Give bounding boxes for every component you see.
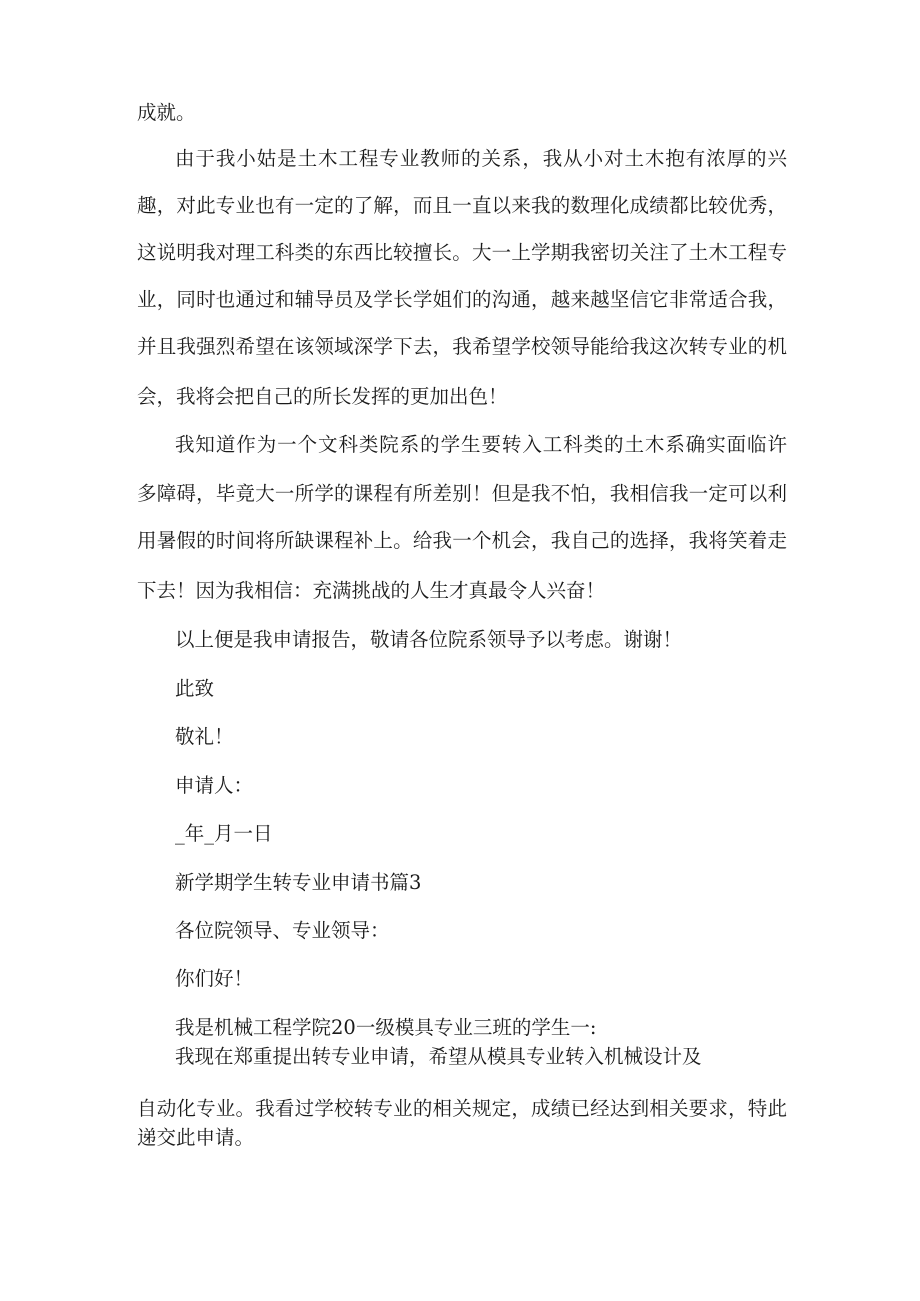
salutation: 此致 xyxy=(175,677,215,700)
text-line: 由于我小姑是土木工程专业教师的关系，我从小对土木抱有浓厚的兴 xyxy=(175,147,787,170)
text-line: 递交此申请。 xyxy=(137,1126,255,1149)
text-line: 我知道作为一个文科类院系的学生要转入工科类的土木系确实面临许 xyxy=(175,433,787,456)
greeting: 你们好！ xyxy=(175,967,254,990)
salutation: 敬礼！ xyxy=(175,725,234,748)
text-line: 业，同时也通过和辅导员及学长学姐们的沟通，越来越坚信它非常适合我， xyxy=(137,288,787,311)
text-line: 自动化专业。我看过学校转专业的相关规定，成绩已经达到相关要求，特此 xyxy=(137,1097,787,1120)
text-line: 趣，对此专业也有一定的了解，而且一直以来我的数理化成绩都比较优秀， xyxy=(137,194,787,217)
text-line: 成就。 xyxy=(137,101,196,124)
text-line: 并且我强烈希望在该领域深学下去，我希望学校领导能给我这次转专业的机 xyxy=(137,335,787,358)
date-line: _年_月一日 xyxy=(175,822,273,845)
text-line: 我是机械工程学院20一级模具专业三班的学生一: xyxy=(175,1016,597,1039)
text-line: 这说明我对理工科类的东西比较擅长。大一上学期我密切关注了土木工程专 xyxy=(137,241,787,264)
text-line: 下去！因为我相信：充满挑战的人生才真最令人兴奋！ xyxy=(137,579,606,602)
greeting-recipient: 各位院领导、专业领导： xyxy=(175,919,390,942)
closing-line: 以上便是我申请报告，敬请各位院系领导予以考虑。谢谢！ xyxy=(175,628,683,651)
text-line: 会，我将会把自己的所长发挥的更加出色！ xyxy=(137,385,508,408)
text-line: 多障碍，毕竟大一所学的课程有所差别！但是我不怕，我相信我一定可以利 xyxy=(137,482,787,505)
applicant-label: 申请人： xyxy=(175,774,254,797)
text-line: 我现在郑重提出转专业申请，希望从模具专业转入机械设计及 xyxy=(175,1045,702,1068)
section-title: 新学期学生转专业申请书篇3 xyxy=(175,871,422,894)
text-line: 用暑假的时间将所缺课程补上。给我一个机会，我自己的选择，我将笑着走 xyxy=(137,529,787,552)
